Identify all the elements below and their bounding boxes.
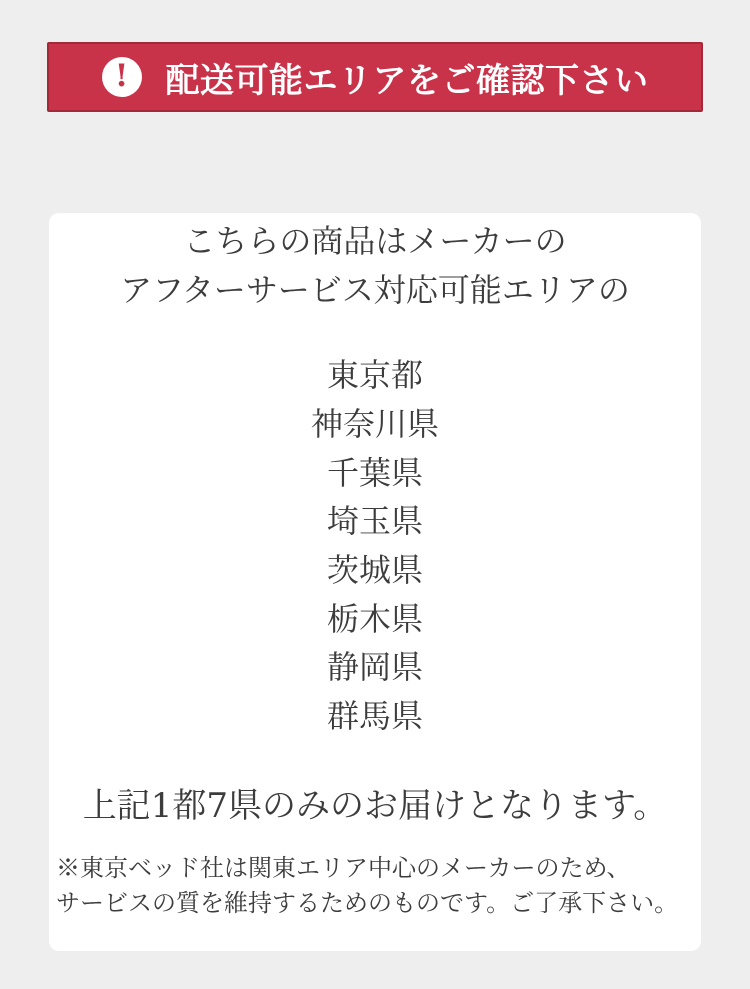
prefecture-item: 静岡県 <box>326 648 423 687</box>
lead-line-1: こちらの商品はメーカーの <box>183 222 567 260</box>
prefecture-item: 埼玉県 <box>326 502 423 541</box>
footnote-line-1: ※東京ベッド社は関東エリア中心のメーカーのため、 <box>56 853 631 882</box>
footnote <box>56 851 694 921</box>
prefecture-item: 千葉県 <box>326 453 423 492</box>
prefecture-item: 神奈川県 <box>310 404 439 443</box>
banner-title: 配送可能エリアをご確認下さい <box>165 60 649 101</box>
exclamation-glyph: ! <box>114 57 129 94</box>
delivery-notice: 上記1都7県のみのお届けとなります。 <box>82 785 668 826</box>
footnote-line-2: サービスの質を維持するためのものです。ご了承下さい。 <box>56 888 679 917</box>
delivery-area-page <box>0 42 750 951</box>
lead-text <box>56 217 694 314</box>
prefecture-item: 群馬県 <box>326 697 423 736</box>
lead-line-2: アフターサービス対応可能エリアの <box>120 270 630 309</box>
alert-exclamation-icon <box>102 57 142 97</box>
delivery-area-alert-banner <box>47 42 703 112</box>
prefecture-item: 栃木県 <box>326 599 423 638</box>
delivery-area-card <box>49 213 701 951</box>
prefecture-list <box>56 351 694 741</box>
prefecture-item: 東京都 <box>326 356 423 395</box>
prefecture-item: 茨城県 <box>326 551 423 589</box>
